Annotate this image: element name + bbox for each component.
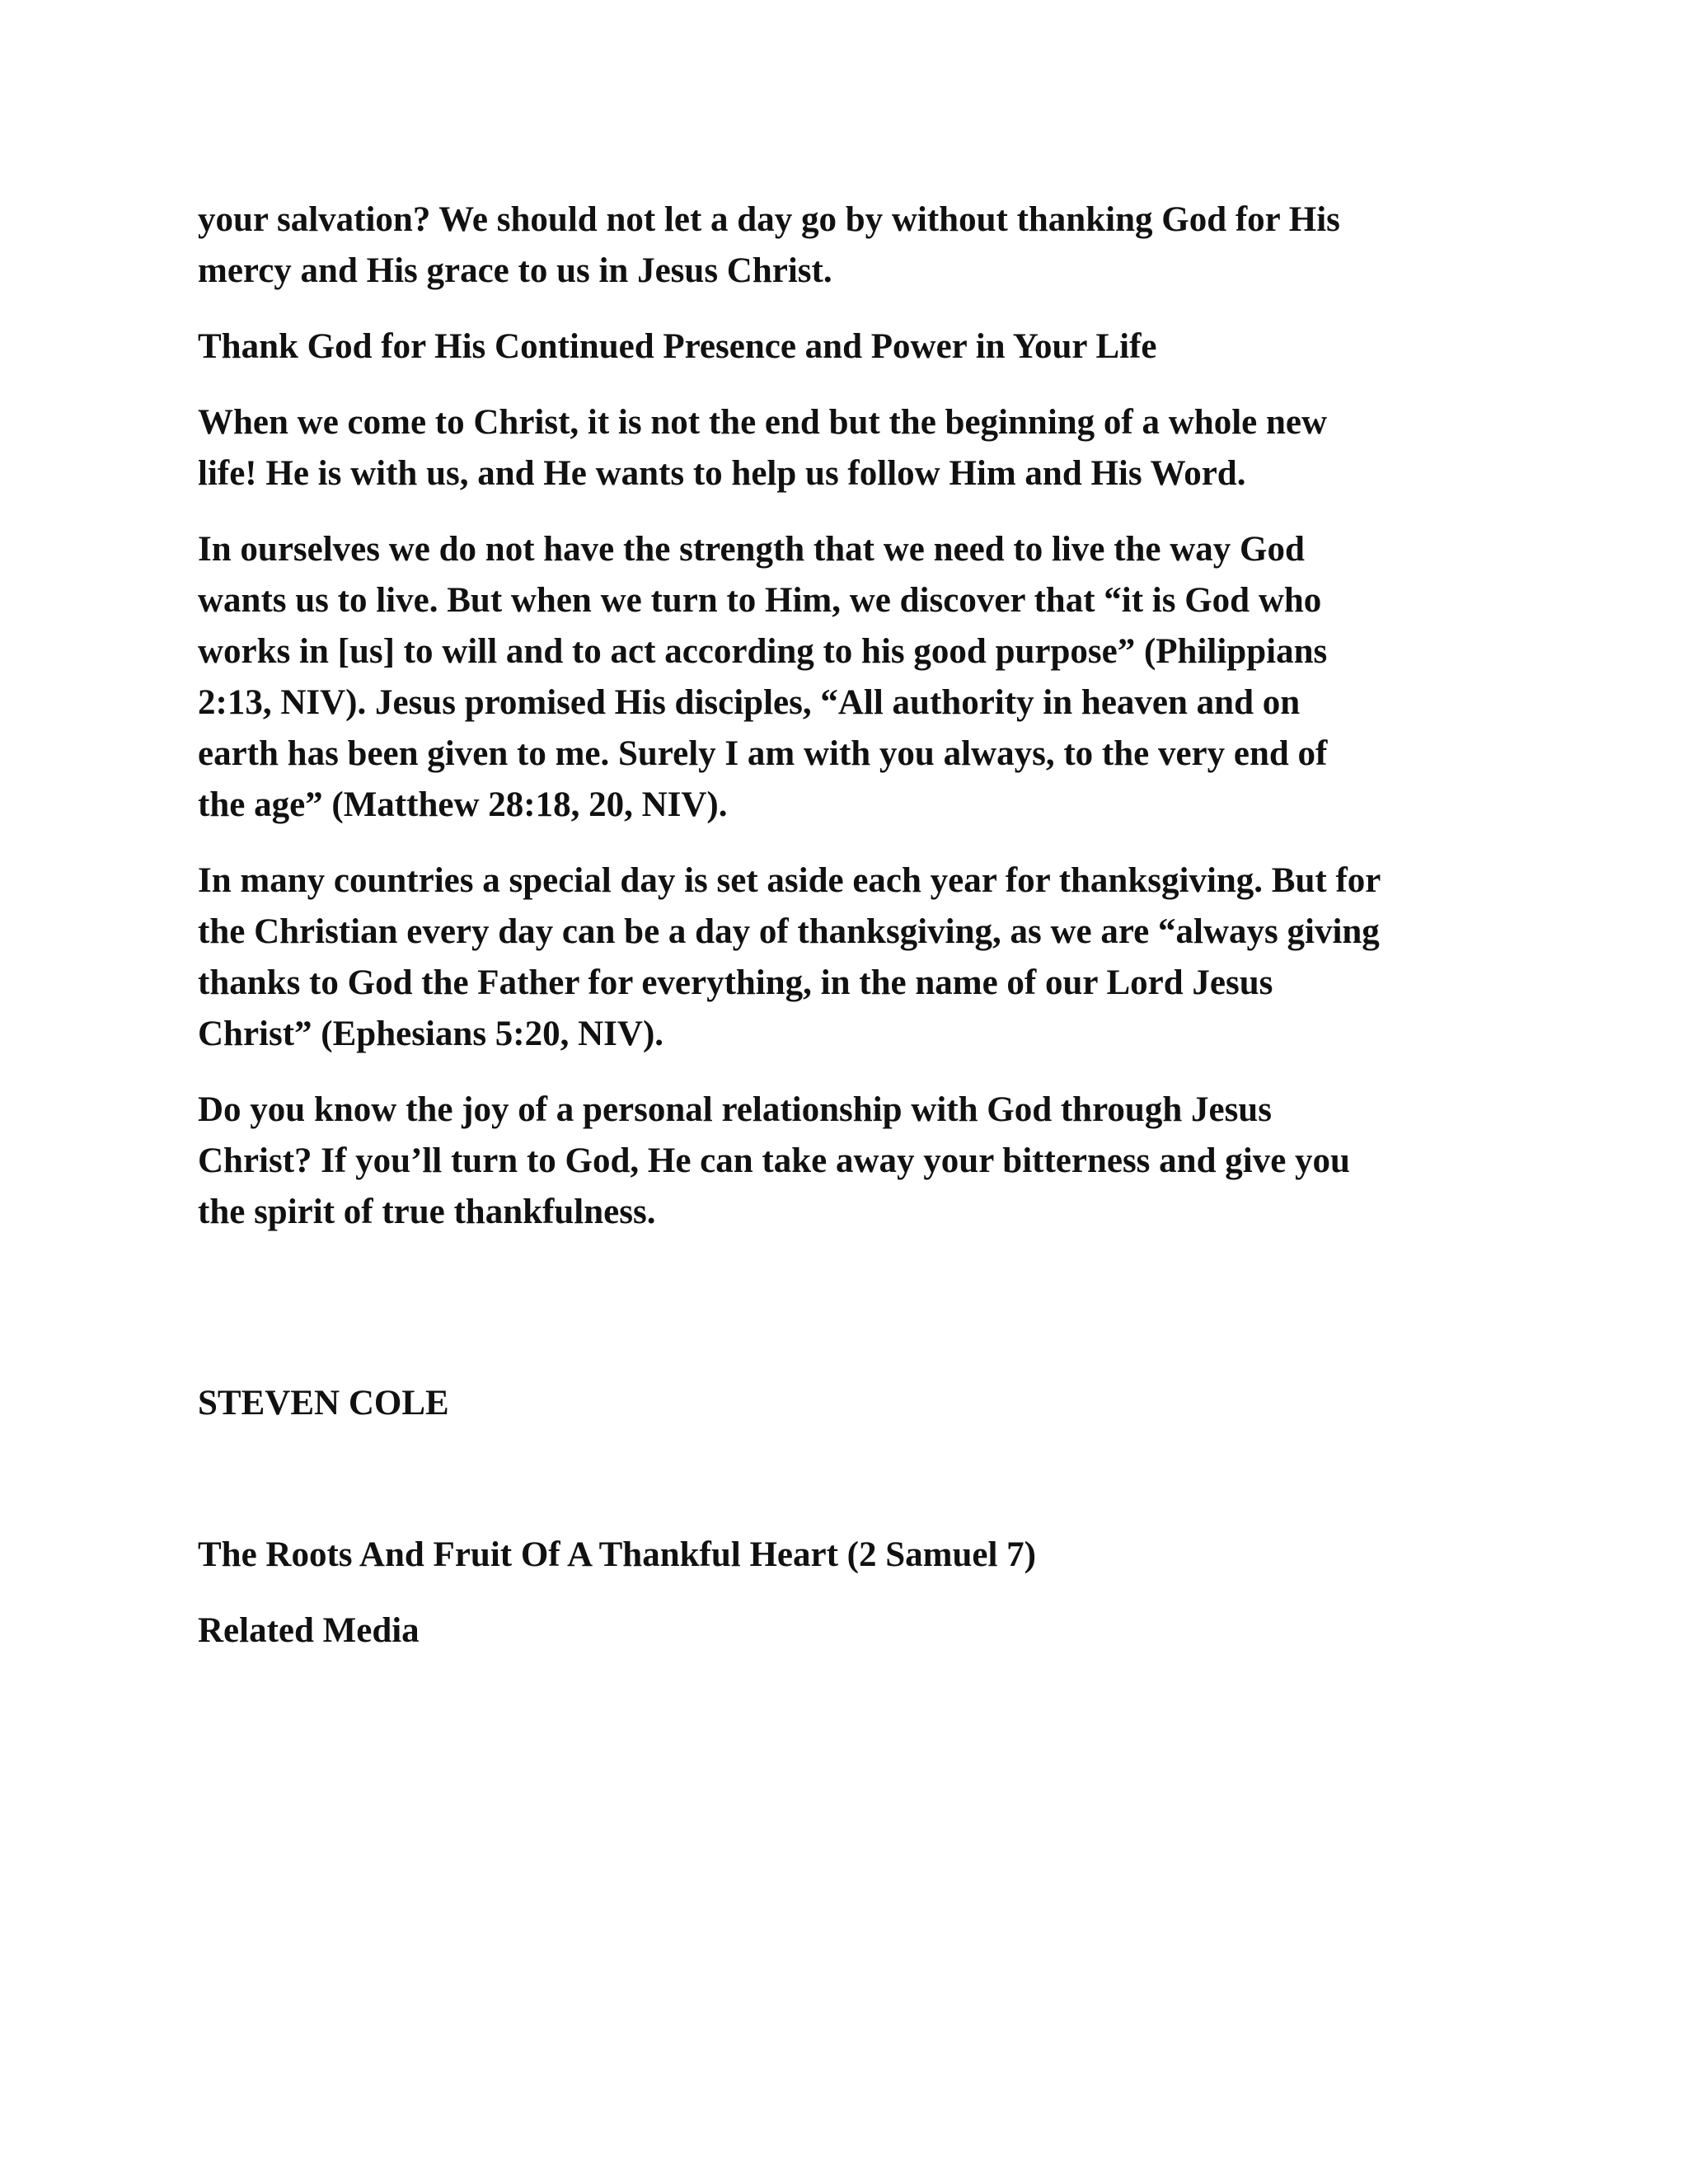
text-line: Christ? If you’ll turn to God, He can take away your bitterness and give you xyxy=(198,1141,1350,1180)
text-line: wants us to live. But when we turn to Him, we discover that “it is God who xyxy=(198,581,1322,620)
text-line: life! He is with us, and He wants to help us follow Him and His Word. xyxy=(198,454,1246,493)
text-line: In ourselves we do not have the strength that we need to live the way God xyxy=(198,530,1305,569)
section-heading xyxy=(198,321,1517,373)
spacer xyxy=(198,1454,1517,1530)
text-line: the age” (Matthew 28:18, 20, NIV). xyxy=(198,785,728,824)
text-line: 2:13, NIV). Jesus promised His disciples, “All authority in heaven and on xyxy=(198,683,1301,722)
paragraph-new-life xyxy=(198,397,1517,499)
text-line: works in [us] to will and to act according to his good purpose” (Philippians xyxy=(198,632,1328,671)
text-line: earth has been given to me. Surely I am with you always, to the very end of xyxy=(198,734,1328,773)
text-line: Do you know the joy of a personal relationship with God through Jesus xyxy=(198,1090,1272,1129)
related-title-line: The Roots And Fruit Of A Thankful Heart (2 Samuel 7) xyxy=(198,1535,1036,1574)
paragraph-invitation xyxy=(198,1085,1517,1238)
text-line: thanks to God the Father for everything, in the name of our Lord Jesus xyxy=(198,963,1273,1002)
text-line: mercy and His grace to us in Jesus Christ. xyxy=(198,251,832,290)
document-body xyxy=(198,194,1517,1681)
text-line: In many countries a special day is set aside each year for thanksgiving. But for xyxy=(198,861,1381,900)
text-line: Christ” (Ephesians 5:20, NIV). xyxy=(198,1015,664,1053)
paragraph-strength xyxy=(198,524,1517,831)
spacer xyxy=(198,1263,1517,1378)
paragraph-salvation-intro xyxy=(198,194,1517,297)
text-line: the Christian every day can be a day of thanksgiving, as we are “always giving xyxy=(198,912,1380,951)
author-name xyxy=(198,1378,1517,1429)
text-line: your salvation? We should not let a day go by without thanking God for His xyxy=(198,200,1340,239)
author-line: STEVEN COLE xyxy=(198,1384,449,1422)
related-media-label xyxy=(198,1605,1517,1657)
text-line: the spirit of true thankfulness. xyxy=(198,1193,656,1231)
paragraph-thanksgiving xyxy=(198,855,1517,1060)
heading-line: Thank God for His Continued Presence and Power in Your Life xyxy=(198,327,1157,366)
related-media-line: Related Media xyxy=(198,1611,420,1650)
related-title xyxy=(198,1530,1517,1581)
text-line: When we come to Christ, it is not the end but the beginning of a whole new xyxy=(198,403,1328,442)
